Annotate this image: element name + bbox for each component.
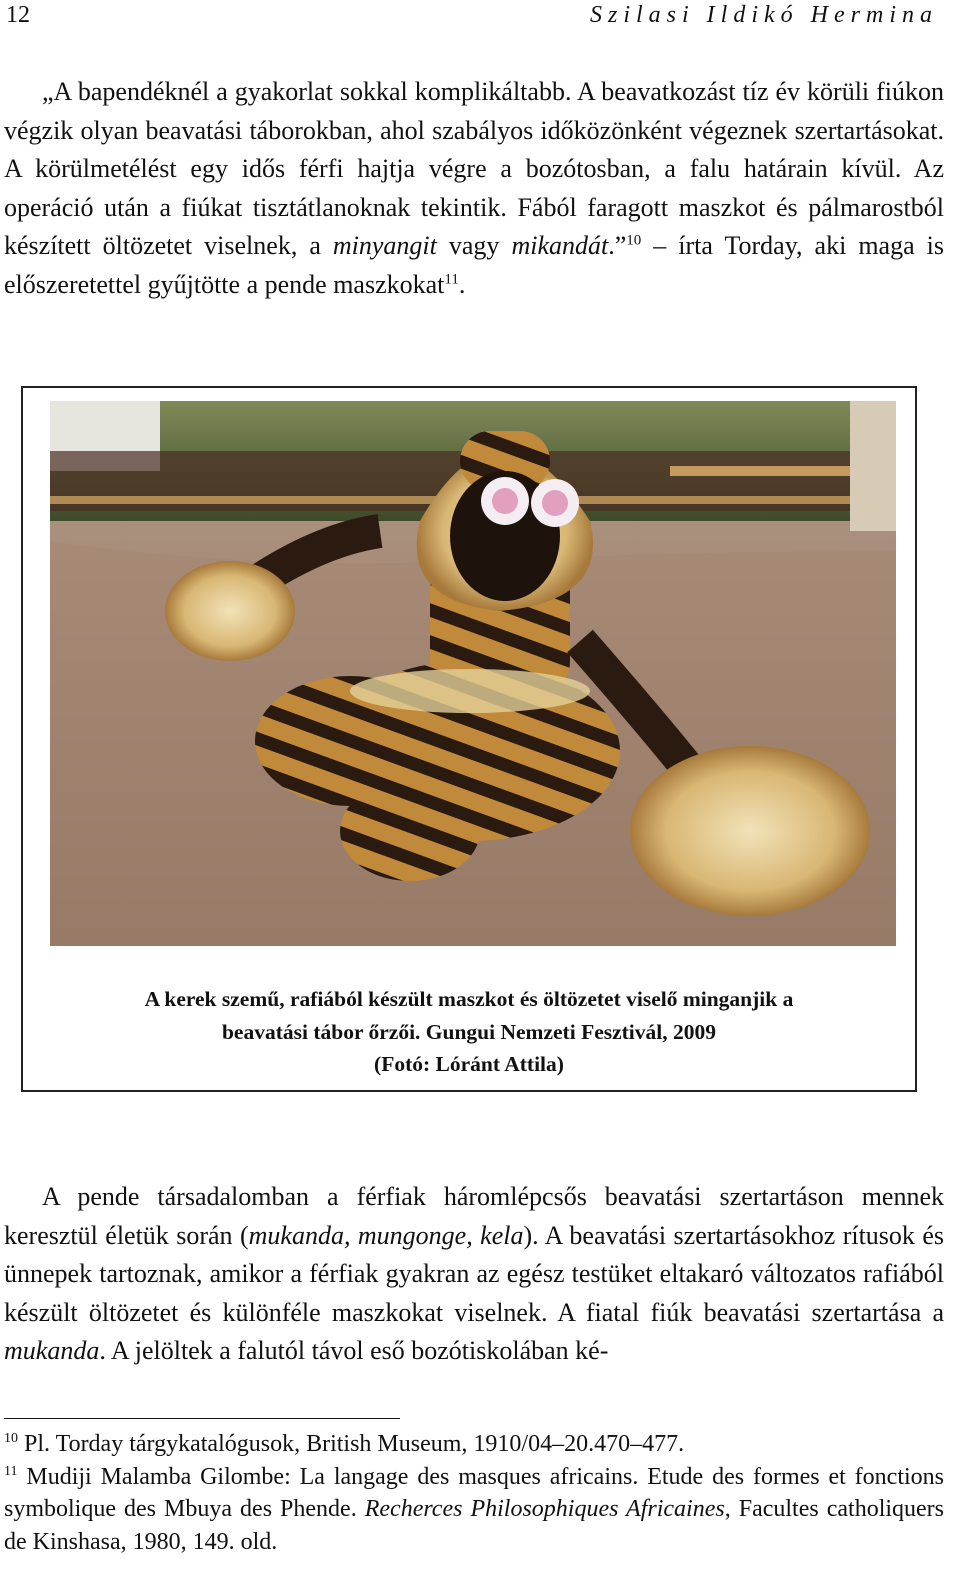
- footnote-ref[interactable]: 10: [626, 232, 642, 249]
- footnote-11: [4, 1461, 944, 1559]
- text-run: . A jelöltek a falutól távol eső bozótiskolában ké-: [99, 1336, 609, 1365]
- caption-line: (Fotó: Lóránt Attila): [374, 1052, 564, 1076]
- footnote-ref[interactable]: 11: [444, 270, 459, 287]
- text-run: A pende társadalomban a férfiak háromlépcsős beavatási szertartáson mennek keresztül életük során (: [4, 1182, 944, 1250]
- footnotes: [4, 1428, 944, 1558]
- page-number: 12: [6, 2, 30, 28]
- footnote-text: Pl. Torday tárgykatalógusok, British Museum, 1910/04–20.470–477.: [18, 1431, 685, 1457]
- quote-paragraph: [4, 73, 944, 304]
- footnote-number: 10: [4, 1431, 18, 1446]
- footnote-text: Mudiji Malamba Gilombe: La langage des masques africains. Etude des formes et fonctions symbolique des Mbuya des Phende.: [4, 1463, 944, 1522]
- page-header: [0, 0, 960, 34]
- footnote-text: , Facultes catholiquers de Kinshasa, 1980, 149. old.: [4, 1496, 945, 1555]
- italic-term: mukanda: [4, 1336, 100, 1365]
- text-run: vagy: [436, 231, 512, 260]
- italic-term: mukanda, mungonge, kela: [248, 1220, 524, 1250]
- masked-dancer-photo: [50, 401, 896, 946]
- text-run: ). A beavatási szertartásokhoz rítusok és ünnepek tartoznak, amikor a férfiak gyakran az egész testüket eltakaró változatos rafiából készült öltözetet és különféle maszkokat viselnek. A fiatal fiúk beavatási szertartása a: [4, 1220, 945, 1327]
- body-paragraph-text: [4, 1178, 944, 1371]
- figure-photo: [50, 401, 896, 946]
- italic-term: minyangit: [332, 231, 437, 260]
- body-paragraph: [4, 1178, 944, 1371]
- text-run: .: [458, 269, 466, 299]
- figure: [21, 386, 917, 1092]
- text-run: .”: [608, 231, 627, 260]
- footnote-divider: [4, 1418, 400, 1419]
- footnote-number: 11: [4, 1463, 18, 1479]
- footnote-italic-title: Recherces Philosophiques Africaines: [364, 1496, 725, 1522]
- text-run: „A bapendéknél a gyakorlat sokkal komplikáltabb. A beavatkozást tíz év körüli fiúkon végzik olyan beavatási táborokban, ahol szabályos időközönként végeznek szertartásokat. A körülmetélést egy idős férfi hajtja végre a bozótosban, a falu határain kívül. Az operáció után a fiúkat tisztátlanoknak tekintik. Fából faragott maszkot és pálmarostból készített öltözetet viselnek, a: [4, 77, 944, 260]
- footnote-10: [4, 1428, 944, 1461]
- running-head: Szilasi Ildikó Hermina: [590, 2, 938, 28]
- text-run: – írta Torday, aki maga is előszeretettel gyűjtötte a pende maszkokat: [4, 231, 944, 299]
- italic-term: mikandát: [511, 231, 609, 260]
- caption-line: beavatási tábor őrzői. Gungui Nemzeti Fesztivál, 2009: [221, 1019, 717, 1044]
- caption-line: A kerek szemű, rafiából készült maszkot és öltözetet viselő minganjik a: [144, 987, 794, 1011]
- figure-caption: [33, 983, 905, 1081]
- quote-paragraph-text: [4, 73, 944, 304]
